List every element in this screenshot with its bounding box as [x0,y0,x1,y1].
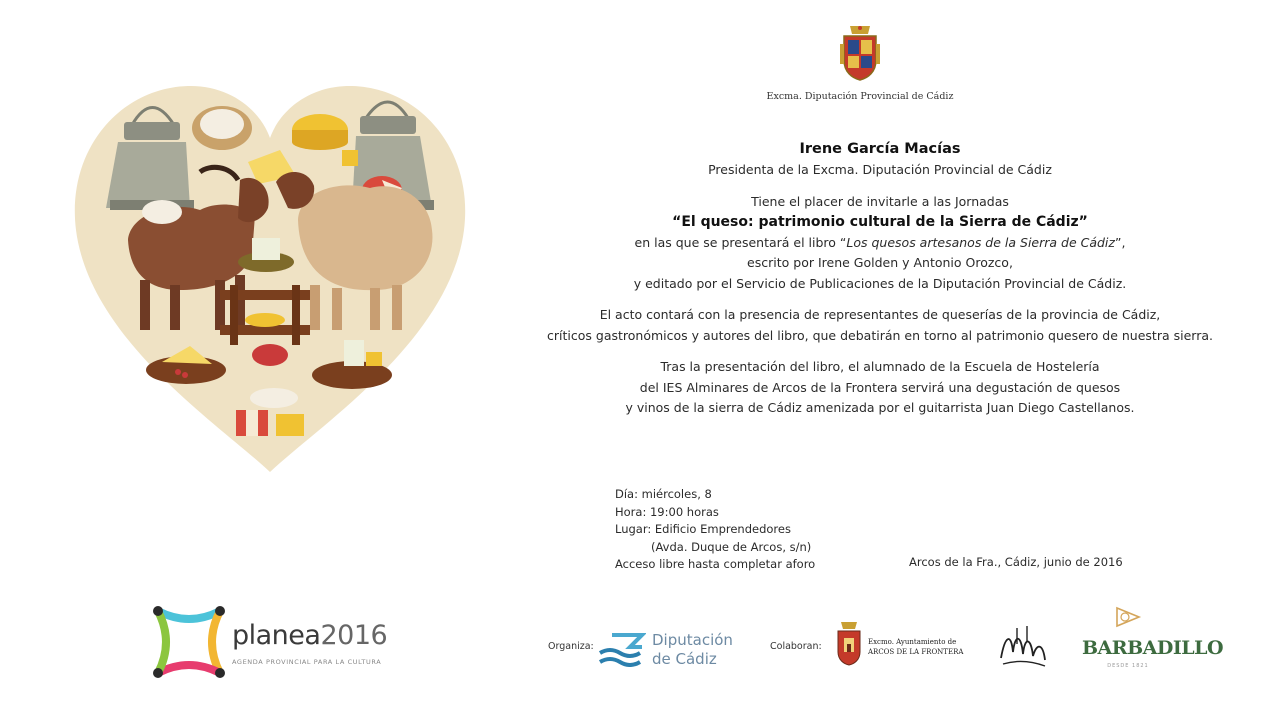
detail-address: (Avda. Duque de Arcos, s/n) [651,539,812,554]
organiza-label: Organiza: [548,641,594,652]
publisher-line: y editado por el Servicio de Publicaciones de la Diputación Provincial de Cádiz. [633,275,1127,291]
crest-caption: Excma. Diputación Provincial de Cádiz [766,91,954,102]
tasting-line-3: y vinos de la sierra de Cádiz amenizada por el guitarrista Juan Diego Castellanos. [625,400,1135,415]
cheese-round-icon [142,200,182,224]
book-prefix: en las que se presentará el libro “ [634,234,847,250]
host-name: Irene García Macías [799,141,961,157]
arcos-line-1: Excmo. Ayuntamiento de [868,638,957,646]
book-title: Los quesos artesanos de la Sierra de Cádiz [846,234,1115,250]
presence-line-1: El acto contará con la presencia de representantes de queserías de la provincia de Cádiz, [599,307,1161,322]
event-details [615,486,815,574]
invitation-body [520,138,1240,419]
diputacion-logo-icon [598,631,646,667]
planea-word: planea [232,620,321,651]
book-suffix: ”, [1114,234,1126,250]
arcos-shield-icon [835,620,863,666]
yellow-cheese-icon [292,114,348,150]
diputacion-wordmark [652,631,733,669]
heart-cheese-illustration [70,80,470,475]
detail-place: Lugar: Edificio Emprendedores [615,522,791,536]
authors-line: escrito por Irene Golden y Antonio Orozco, [747,255,1013,270]
diputacion-line-1: Diputación [652,631,733,649]
place-date: Arcos de la Fra., Cádiz, junio de 2016 [909,555,1123,569]
presence-line-2: críticos gastronómicos y autores del libro, que debatirán en torno al patrimonio quesero de nuestra sierra. [547,327,1213,343]
book-line [520,233,1240,254]
barbadillo-since: DESDE 1821 [1107,663,1149,669]
planea-tagline: AGENDA PROVINCIAL PARA LA CULTURA [232,658,382,666]
arcos-wordmark [868,637,963,657]
detail-time: Hora: 19:00 horas [615,504,719,519]
detail-access: Acceso libre hasta completar aforo [615,557,816,571]
event-title: “El queso: patrimonio cultural de la Sierra de Cádiz” [672,214,1088,230]
colaboran-label: Colaboran: [770,641,822,652]
detail-day: Día: miércoles, 8 [615,487,712,501]
planea-year: 2016 [320,620,388,651]
barbadillo-emblem-icon [1113,604,1143,630]
red-bowl-icon [252,344,288,366]
diputacion-line-2: de Cádiz [652,650,717,668]
cheese-cube-icon [342,150,358,166]
alminares-logo-icon [997,622,1049,670]
barbadillo-wordmark: BARBADILLO [1082,637,1224,659]
host-title: Presidenta de la Excma. Diputación Provincial de Cádiz [708,162,1052,177]
arcos-line-2: ARCOS DE LA FRONTERA [868,648,964,656]
cheese-wheel-icon [192,106,252,150]
tasting-line-1: Tras la presentación del libro, el alumnado de la Escuela de Hostelería [660,359,1100,374]
coat-of-arms-icon [838,24,882,82]
planea-wordmark [232,620,387,651]
tasting-line-2: del IES Alminares de Arcos de la Frontera servirá una degustación de quesos [639,379,1121,395]
intro-line: Tiene el placer de invitarle a las Jornadas [751,193,1009,209]
planea-logo-icon [150,603,228,681]
